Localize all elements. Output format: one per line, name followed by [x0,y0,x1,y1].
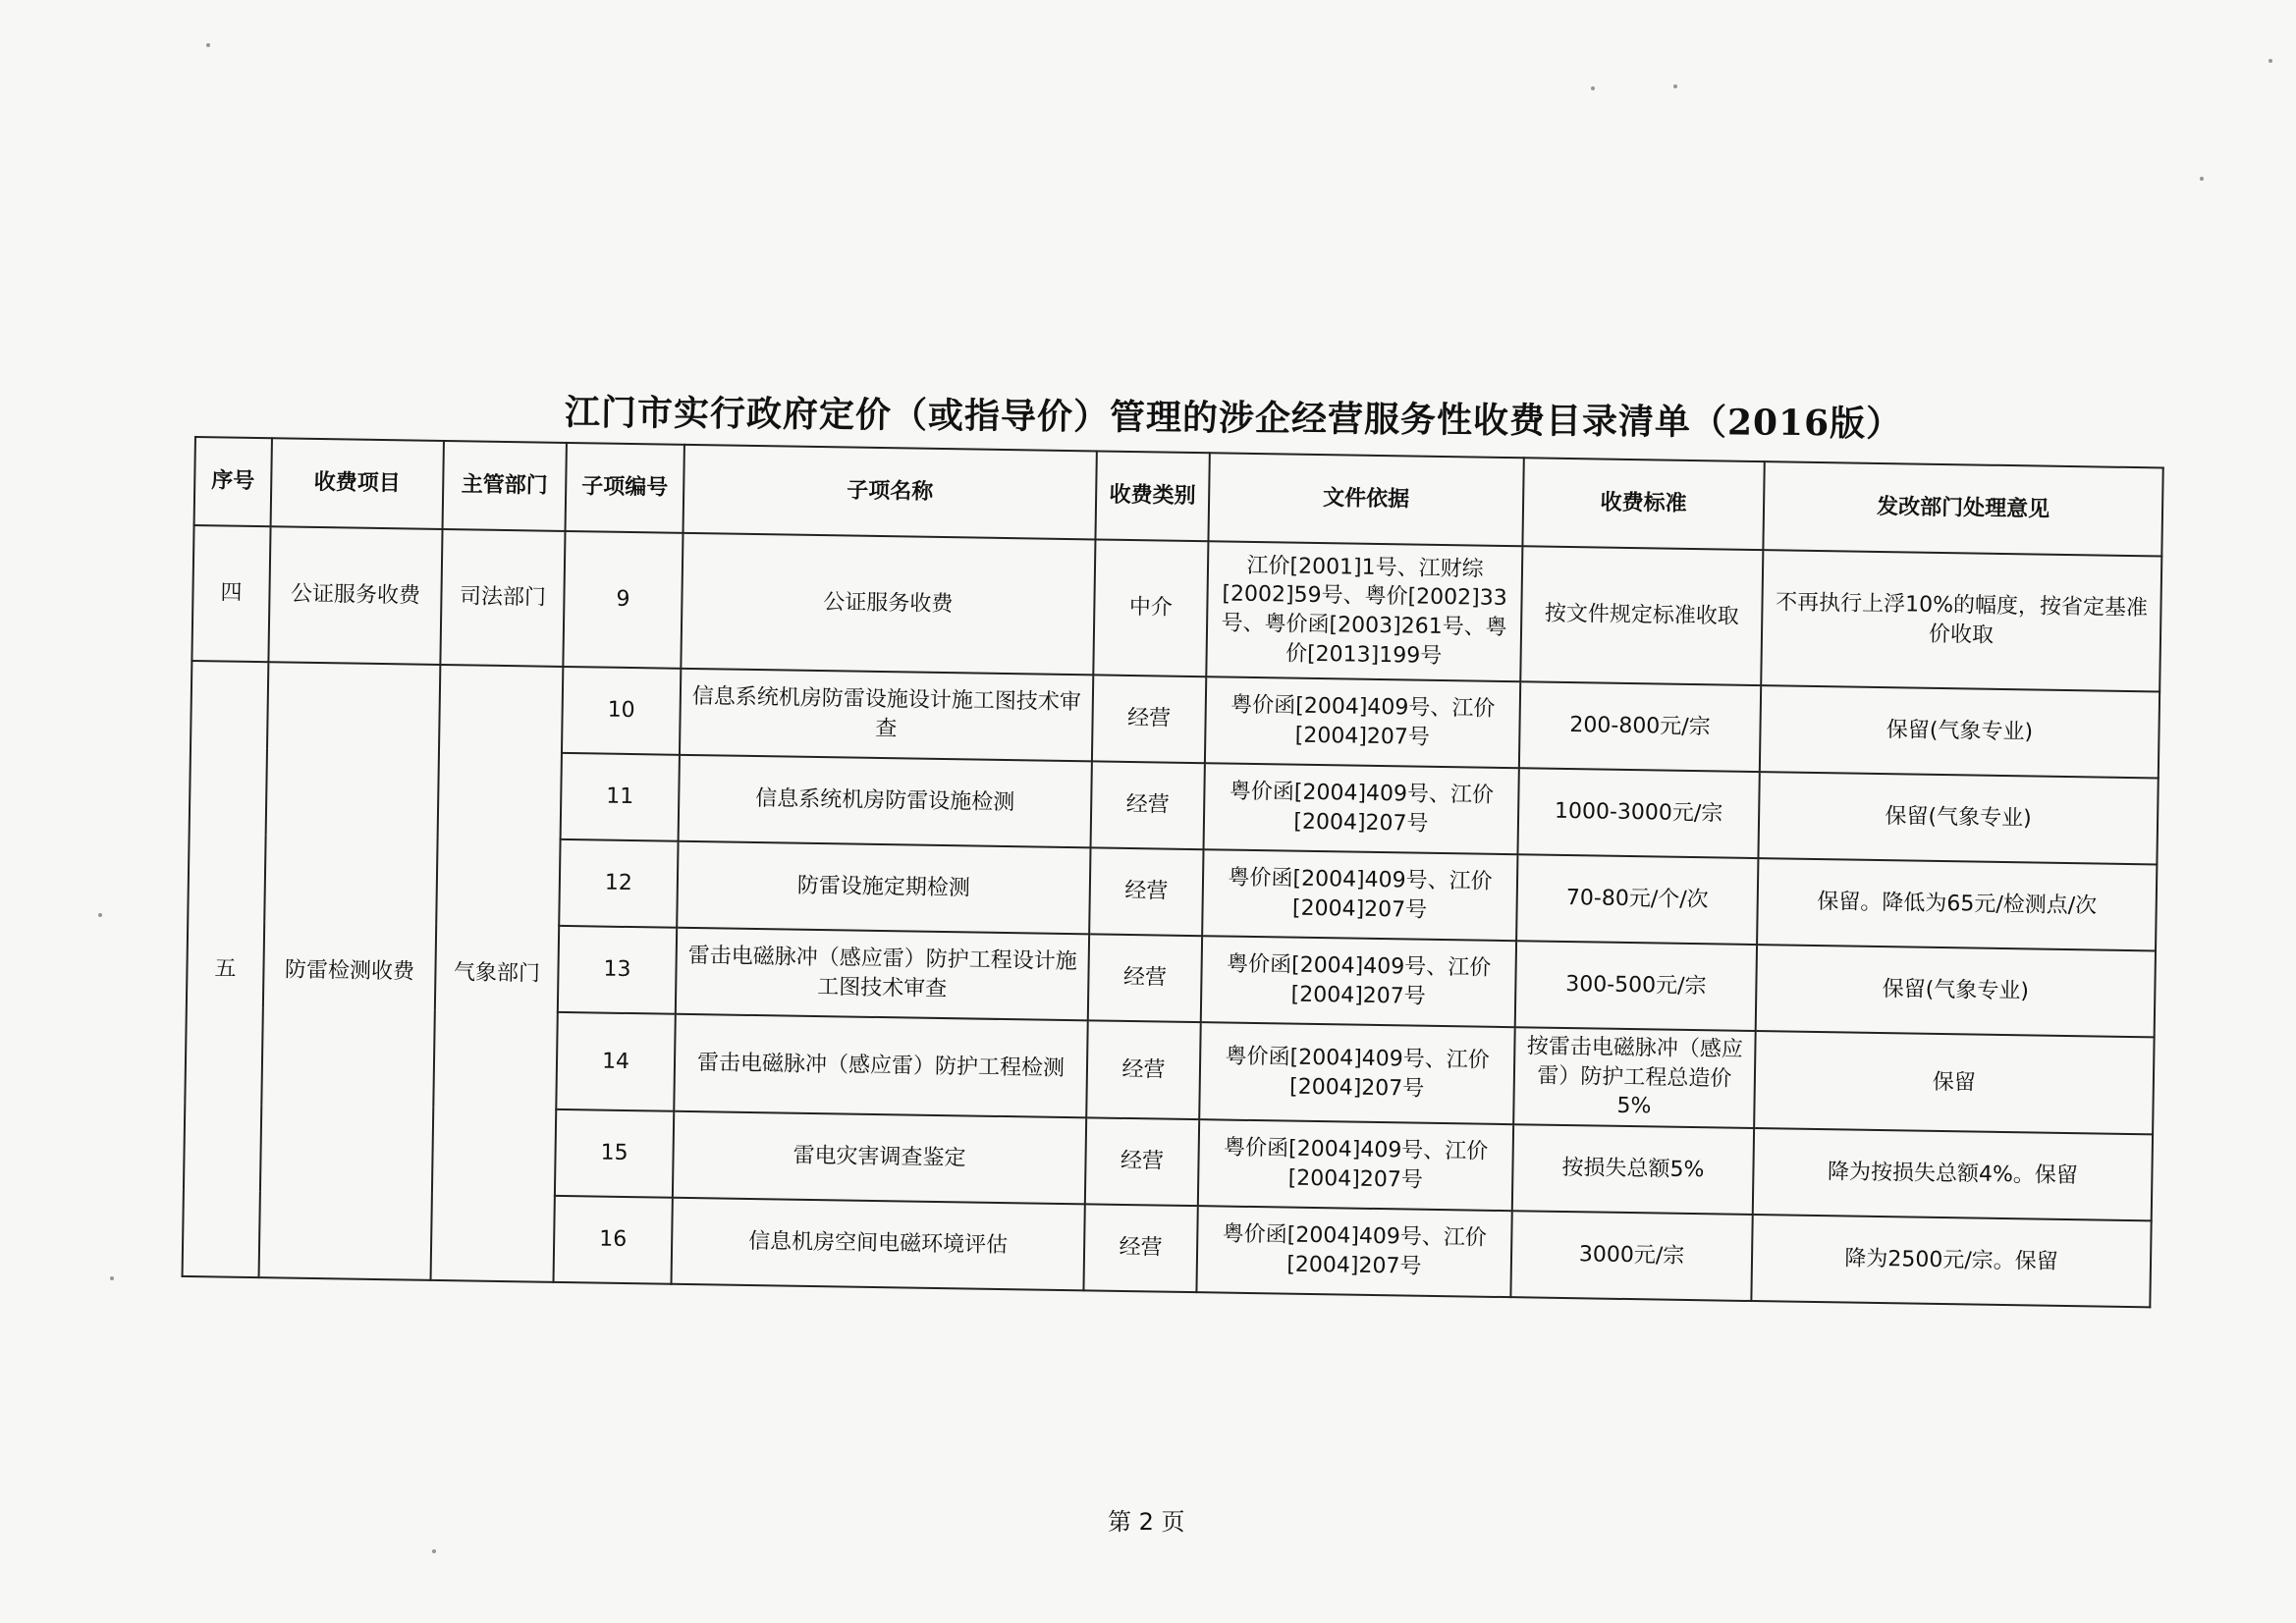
cell-category: 经营 [1092,675,1206,763]
cell-standard: 300-500元/宗 [1515,941,1757,1031]
cell-dept: 司法部门 [440,529,565,667]
scan-speck [110,1276,114,1280]
cell-category: 经营 [1085,1117,1199,1206]
cell-sub-no: 11 [561,753,680,841]
cell-standard: 按雷击电磁脉冲（感应雷）防护工程总造价5% [1513,1027,1756,1128]
scan-speck [1673,84,1677,88]
cell-opinion: 不再执行上浮10%的幅度，按省定基准价收取 [1761,550,2161,691]
scan-speck [1591,86,1595,90]
cell-sub-no: 14 [556,1012,676,1111]
header-standard: 收费标准 [1522,458,1764,550]
fee-table [182,436,2164,1308]
cell-seq: 四 [191,525,270,662]
cell-sub-name: 雷电灾害调查鉴定 [673,1111,1086,1205]
cell-sub-name: 防雷设施定期检测 [677,841,1090,935]
scan-speck [98,913,102,917]
cell-sub-no: 12 [559,839,678,928]
cell-sub-no: 9 [563,531,683,669]
cell-opinion: 保留(气象专业) [1756,945,2156,1037]
header-basis: 文件依据 [1208,453,1523,546]
cell-category: 经营 [1086,1020,1201,1119]
document-title: 江门市实行政府定价（或指导价）管理的涉企经营服务性收费目录清单（2016版） [564,392,1903,445]
header-opinion: 发改部门处理意见 [1763,461,2162,556]
cell-standard: 按损失总额5% [1512,1124,1754,1215]
cell-category: 经营 [1091,761,1205,849]
cell-sub-name: 雷击电磁脉冲（感应雷）防护工程设计施工图技术审查 [676,928,1089,1021]
cell-seq: 五 [183,661,269,1277]
header-item: 收费项目 [271,438,444,529]
cell-category: 中介 [1093,539,1208,676]
cell-basis: 粤价函[2004]409号、江价[2004]207号 [1205,676,1520,768]
scan-speck [432,1549,436,1553]
header-seq: 序号 [194,437,272,526]
cell-dept: 气象部门 [431,665,564,1282]
scan-speck [2200,177,2204,181]
cell-sub-no: 13 [558,926,677,1014]
header-dept: 主管部门 [443,441,567,531]
fee-table-container [182,436,2162,1308]
cell-standard: 3000元/宗 [1510,1211,1752,1301]
scan-speck [206,43,210,47]
cell-opinion: 保留 [1754,1031,2155,1134]
cell-opinion: 保留(气象专业) [1758,772,2158,864]
cell-basis: 粤价函[2004]409号、江价[2004]207号 [1204,763,1519,854]
cell-basis: 粤价函[2004]409号、江价[2004]207号 [1201,936,1516,1027]
cell-opinion: 保留(气象专业) [1760,685,2159,778]
cell-category: 经营 [1088,934,1202,1022]
cell-sub-name: 信息机房空间电磁环境评估 [671,1198,1084,1291]
cell-sub-name: 信息系统机房防雷设施设计施工图技术审查 [680,669,1093,762]
cell-standard: 1000-3000元/宗 [1517,768,1759,858]
cell-item: 防雷检测收费 [259,662,441,1280]
header-sub-name: 子项名称 [683,445,1097,540]
cell-sub-name: 雷击电磁脉冲（感应雷）防护工程检测 [674,1014,1088,1118]
cell-standard: 按文件规定标准收取 [1520,546,1763,685]
cell-sub-no: 15 [555,1109,674,1198]
cell-opinion: 保留。降低为65元/检测点/次 [1757,858,2157,950]
cell-sub-no: 16 [554,1196,673,1284]
cell-standard: 200-800元/宗 [1519,681,1761,772]
cell-basis: 粤价函[2004]409号、江价[2004]207号 [1202,849,1517,941]
cell-basis: 粤价函[2004]409号、江价[2004]207号 [1198,1119,1513,1211]
cell-basis: 江价[2001]1号、江财综[2002]59号、粤价[2002]33号、粤价函[2003]261号、粤价[2013]199号 [1206,541,1522,681]
cell-basis: 粤价函[2004]409号、江价[2004]207号 [1199,1022,1515,1124]
cell-sub-name: 公证服务收费 [681,533,1095,676]
cell-basis: 粤价函[2004]409号、江价[2004]207号 [1196,1206,1511,1297]
cell-opinion: 降为按损失总额4%。保留 [1753,1128,2153,1220]
page-number: 第 2 页 [1108,1508,1185,1536]
cell-opinion: 降为2500元/宗。保留 [1751,1215,2151,1307]
cell-category: 经营 [1089,847,1203,936]
cell-sub-name: 信息系统机房防雷设施检测 [679,755,1092,848]
scan-speck [2269,59,2272,63]
header-sub-no: 子项编号 [566,443,684,533]
cell-standard: 70-80元/个/次 [1516,854,1758,945]
header-category: 收费类别 [1095,451,1209,541]
cell-item: 公证服务收费 [268,526,442,665]
cell-sub-no: 10 [562,667,681,755]
cell-category: 经营 [1083,1204,1197,1292]
